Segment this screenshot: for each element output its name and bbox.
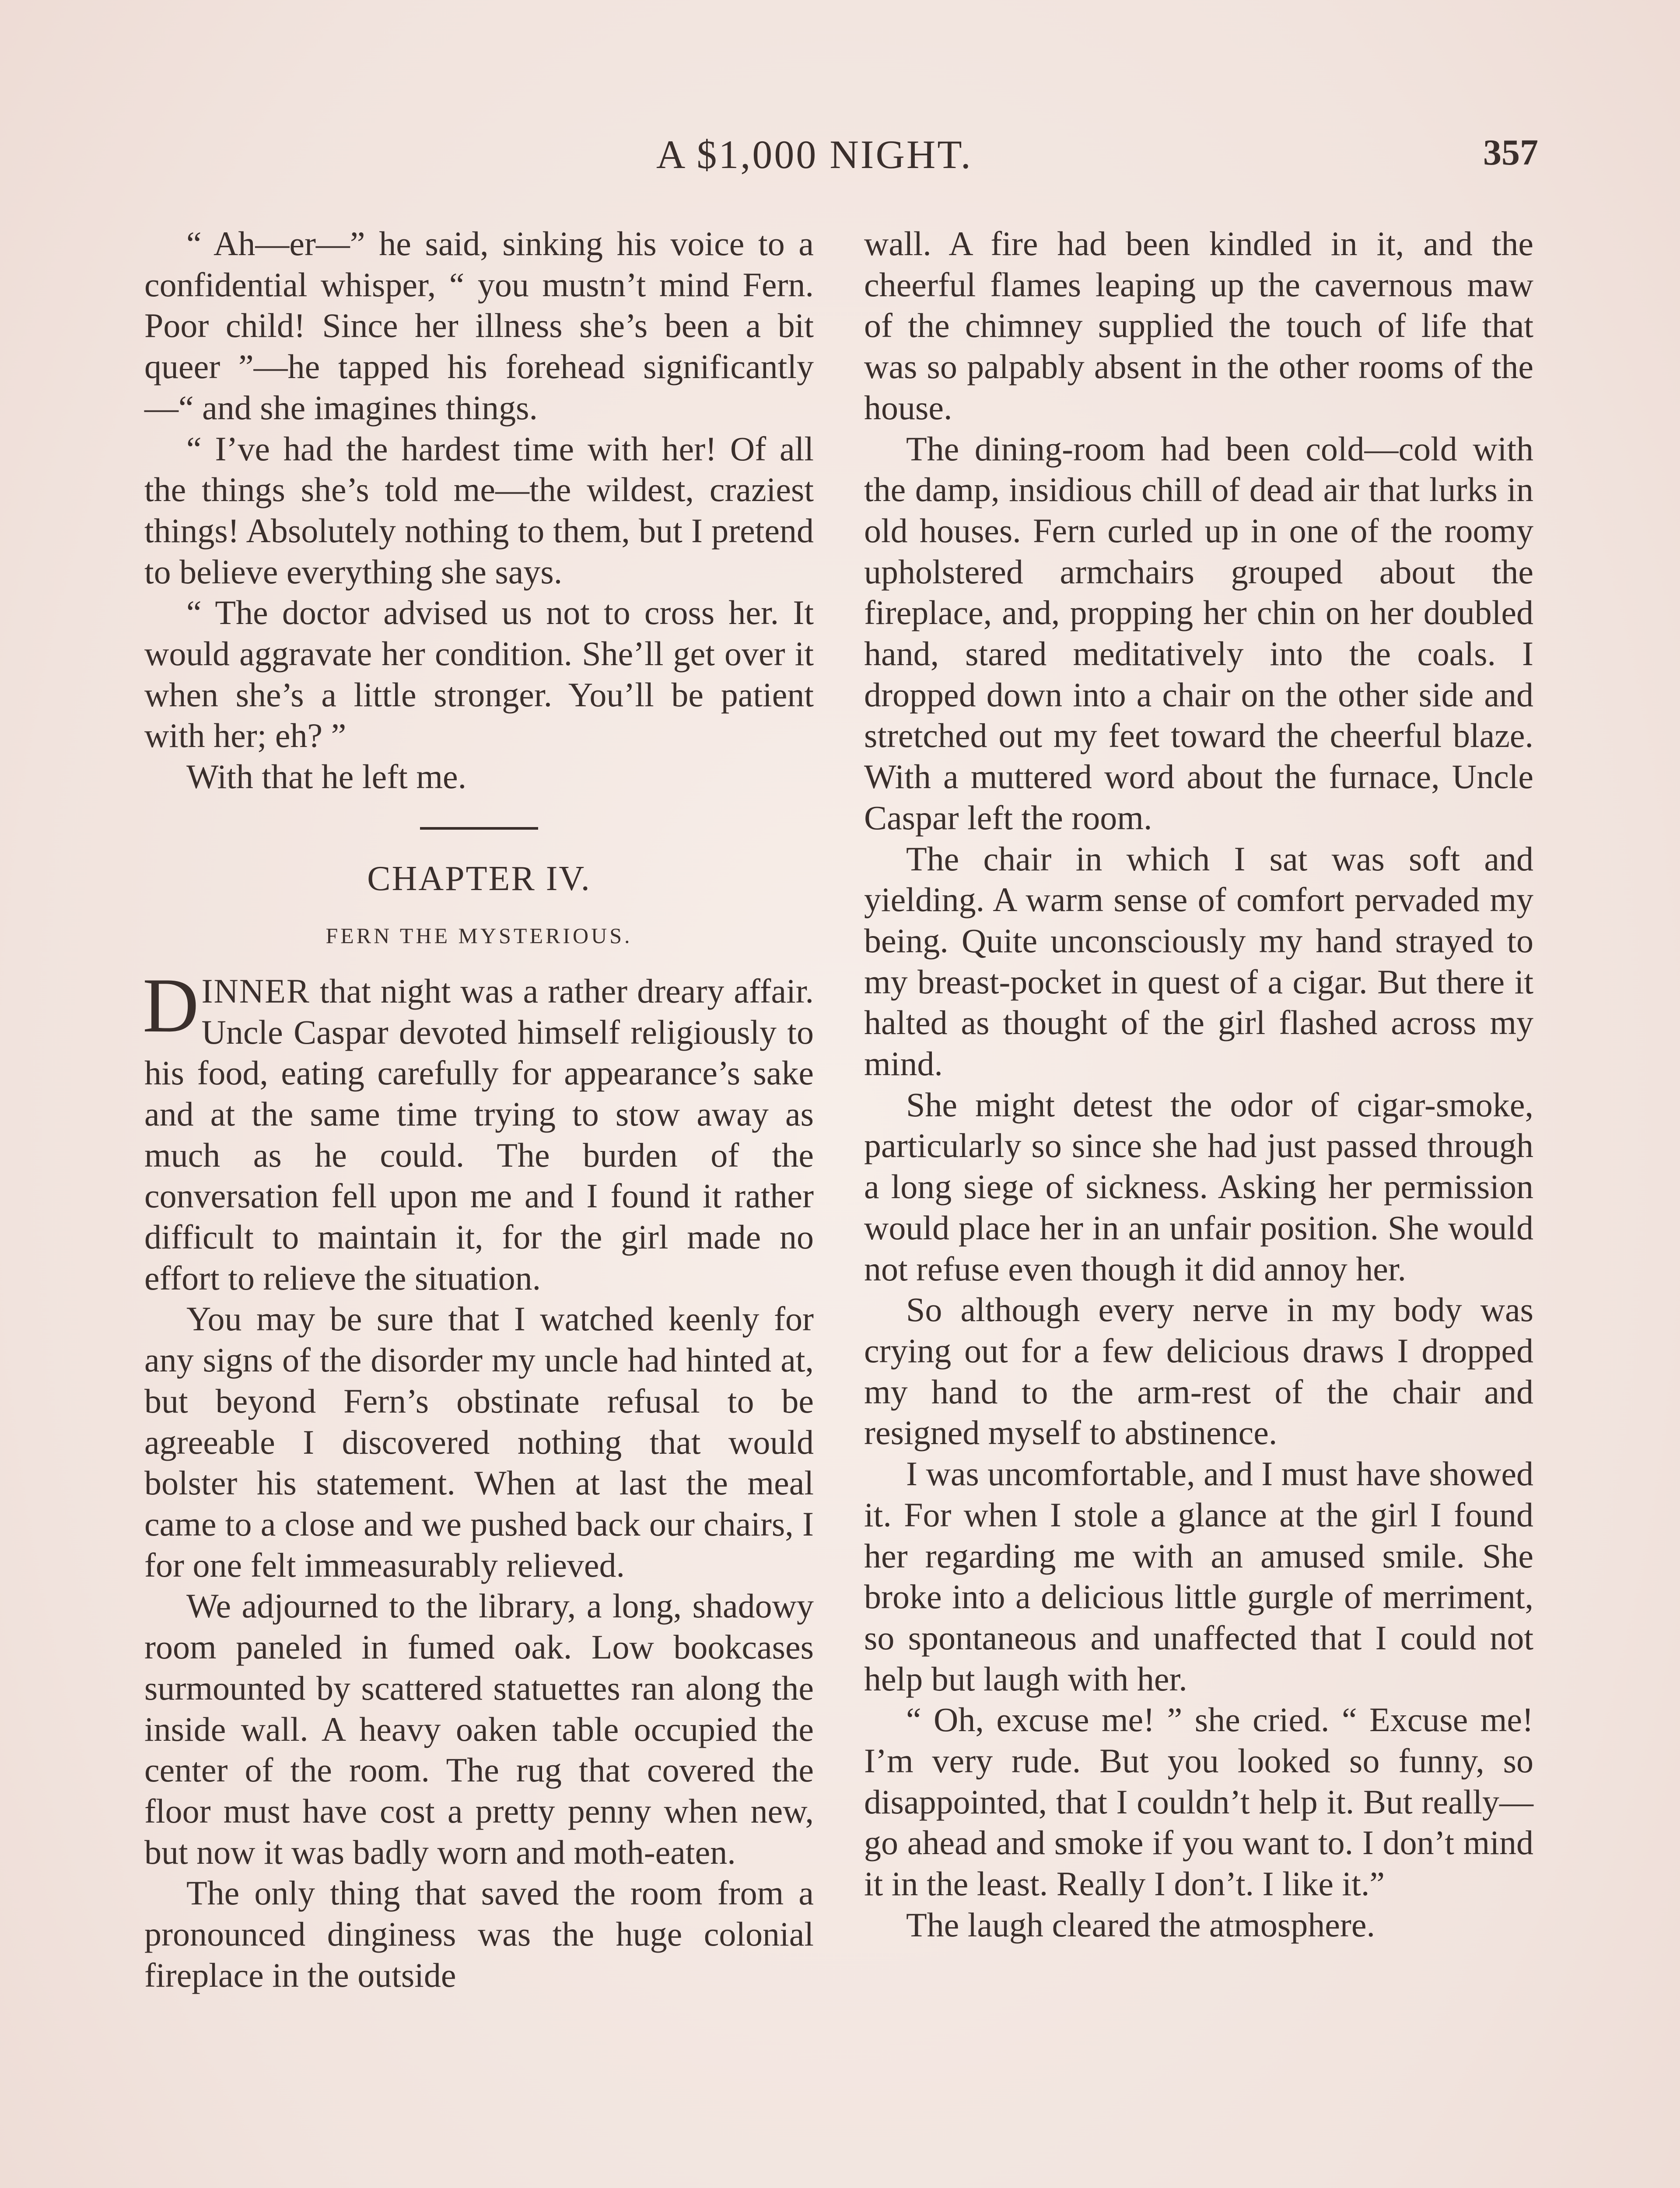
paragraph: With that he left me. [186,757,467,796]
paragraph: “ Ah—er—” he said, sinking his voice to a confidential whisper, “ you mustn’t mind Fern. Poor child! Since her illness she’s been a bit queer ”—he tapped his forehead significantly—“ and she imagines things. [144,224,814,427]
running-head [0,131,1680,184]
chapter-subtitle: FERN THE MYSTERIOUS. [326,923,633,948]
running-title: A $1,000 NIGHT. [656,132,973,177]
paragraph: “ I’ve had the hardest time with her! Of all the things she’s told me—the wildest, craziest things! Absolutely nothing to them, but I pretend to believe everything she says. [144,429,814,591]
paragraph: You may be sure that I watched keenly for any signs of the disorder my uncle had hinted at, but beyond Fern’s obstinate refusal to be agreeable I discovered nothing that would bolster his statement. When at last the meal came to a close and we pushed back our chairs, I for one felt immeasurably relieved. [144,1300,814,1584]
paragraph: “ The doctor advised us not to cross her. It would aggravate her condition. She’ll get over it when she’s a little stronger. You’ll be patient with her; eh? ” [144,593,814,755]
paragraph: I was uncomfortable, and I must have showed it. For when I stole a glance at the girl I found her regarding me with an amused smile. She broke into a delicious little gurgle of merriment, so spontaneous and unaffected that I could not help but laugh with her. [864,1455,1533,1698]
paragraph: “ Oh, excuse me! ” she cried. “ Excuse me! I’m very rude. But you looked so funny, so disappointed, that I couldn’t help it. But really—go ahead and smoke if you want to. I don’t mind it in the least. Really I don’t. I like it.” [864,1701,1533,1903]
paragraph: The dining-room had been cold—cold with the damp, insidious chill of dead air that lurks in old houses. Fern curled up in one of the roomy upholstered armchairs grouped about the fireplace, and, propping her chin on her doubled hand, stared meditatively into the coals. I dropped down into a chair on the other side and stretched out my feet toward the cheerful blaze. With a muttered word about the furnace, Uncle Caspar left the room. [864,429,1533,837]
drop-cap: D [143,961,199,1048]
continued-paragraph: wall. A fire had been kindled in it, and the cheerful flames leaping up the cavernous maw of the chimney supplied the touch of life that was so palpably absent in the other rooms of the house. [864,224,1533,427]
paragraph: The laugh cleared the atmosphere. [906,1905,1376,1944]
paragraph: We adjourned to the library, a long, shadowy room paneled in fumed oak. Low bookcases surmounted by scattered statuettes ran along the inside wall. A heavy oaken table occupied the center of the room. The rug that covered the floor must have cost a pretty penny when new, but now it was badly worn and moth-eaten. [144,1587,814,1871]
paragraph: The chair in which I sat was soft and yielding. A warm sense of comfort pervaded my being. Quite unconsciously my hand strayed to my breast-pocket in quest of a cigar. But there it halted as thought of the girl flashed across my mind. [864,839,1533,1083]
page-number: 357 [1483,132,1538,173]
chapter-heading: CHAPTER IV. [367,859,591,898]
left-column [144,223,814,1995]
opening-paragraph-text: that night was a rather dreary affair. Uncle Caspar devoted himself religiously to his food, eating carefully for appearance’s sake and at the same time trying to stow away as much as he could. The burden of the conversation fell upon me and I found it rather difficult to maintain it, for the girl made no effort to relieve the situation. [144,971,814,1297]
paragraph: So although every nerve in my body was crying out for a few delicious draws I dropped my hand to the arm-rest of the chair and resigned myself to abstinence. [864,1290,1533,1452]
opening-paragraph [143,961,814,1299]
section-divider [420,827,538,830]
paragraph: She might detest the odor of cigar-smoke, particularly so since she had just passed through a long siege of sickness. Asking her permission would place her in an unfair position. She would not refuse even though it did annoy her. [864,1085,1533,1288]
opening-word: INNER [201,971,310,1010]
paragraph: The only thing that saved the room from a pronounced dinginess was the huge colonial fireplace in the outside [144,1874,814,1994]
right-column [864,223,1533,1946]
